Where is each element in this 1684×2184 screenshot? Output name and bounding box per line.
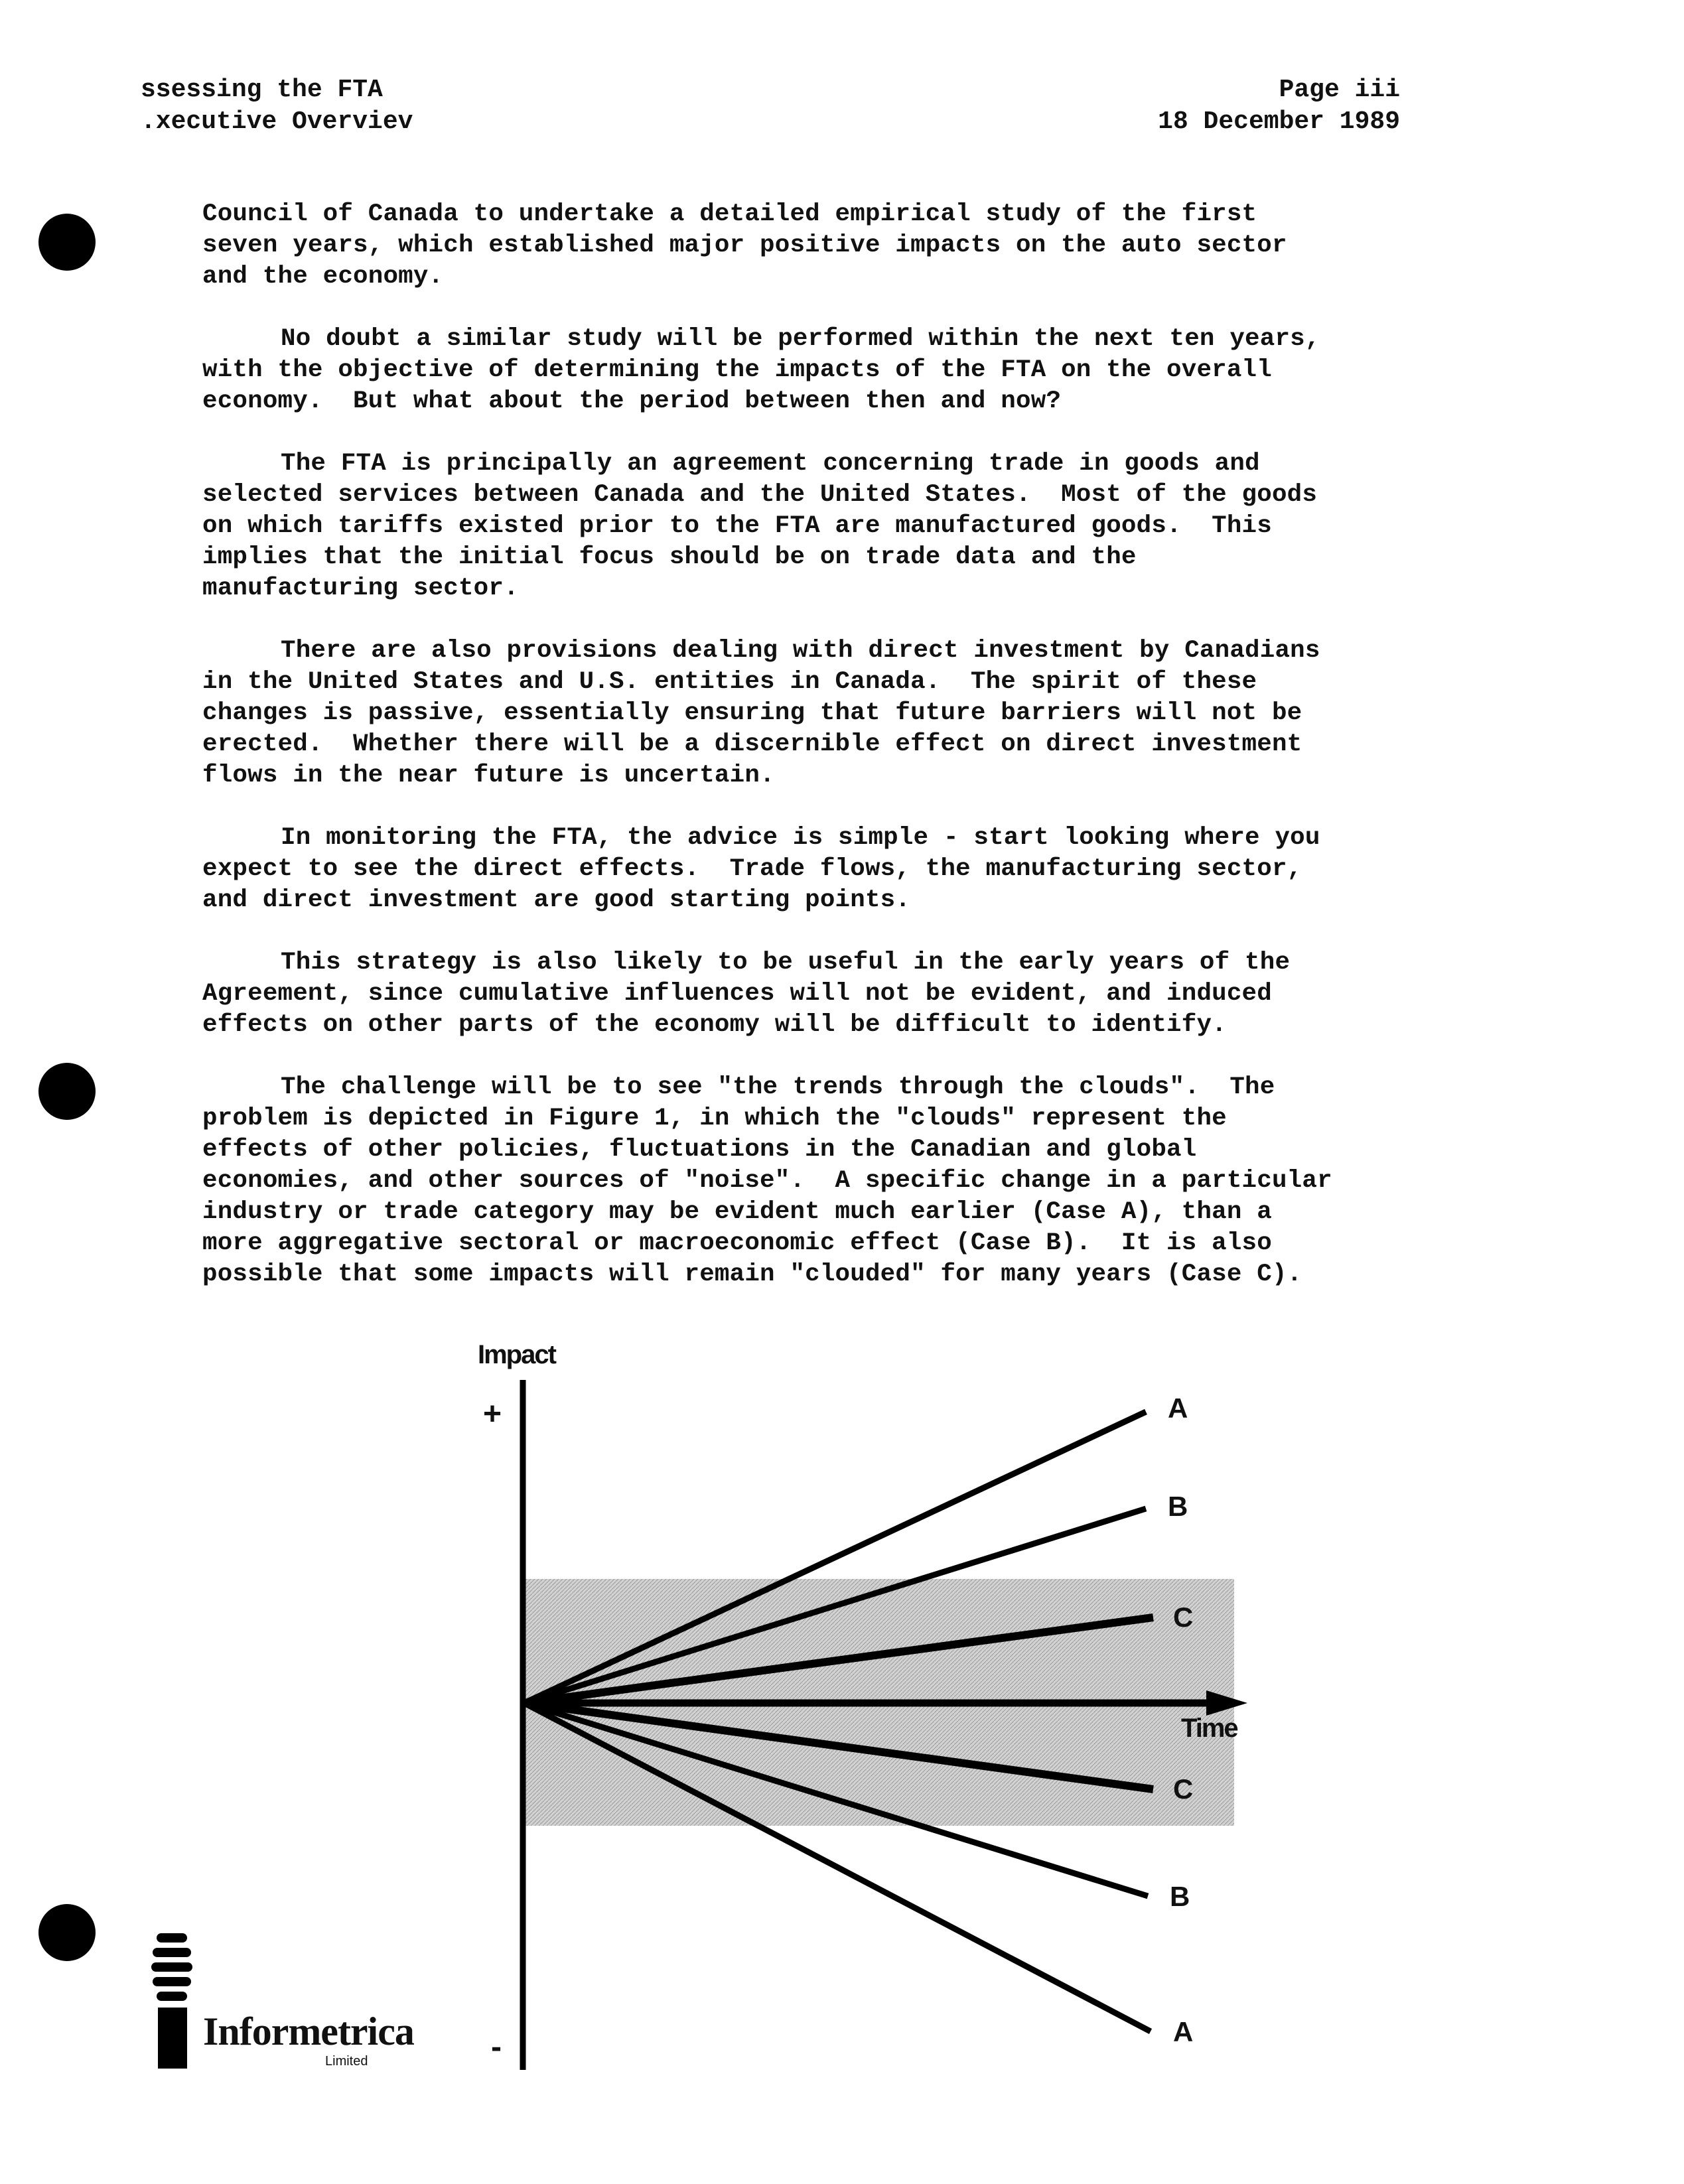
y-axis-plus: +: [483, 1397, 502, 1432]
header-left: [141, 74, 413, 138]
paragraph: Council of Canada to undertake a detailed empirical study of the first seven years, which established major positive impacts on the auto sector and the economy.: [202, 200, 1287, 291]
line-label-A: A: [1168, 1393, 1188, 1424]
header-page-number: Page iii: [1279, 76, 1400, 104]
paragraph: The FTA is principally an agreement concerning trade in goods and selected services between Canada and the United States. Most of the goods on which tariffs existed prior to the FTA are manufactured goods. This implies that the initial focus should be on trade data and the manufacturing sector.: [202, 450, 1318, 602]
logo-subtitle: Limited: [325, 2054, 368, 2069]
paragraph: The challenge will be to see "the trends through the clouds". The problem is depicted in Figure 1, in which the "clouds" represent the effects of other policies, fluctuations in the Canadian and global economies, and other sources of "noise". A specific change in a particular industry or trade category may be evident much earlier (Case A), than a more aggregative sectoral or macroeconomic effect (Case B). It is also possible that some impacts will remain "clouded" for many years (Case C).: [202, 1073, 1332, 1288]
paragraph: In monitoring the FTA, the advice is simple - start looking where you expect to see the direct effects. Trade flows, the manufacturing sector, and direct investment are good starting points.: [202, 824, 1320, 914]
y-axis-minus: -: [491, 2029, 502, 2065]
header-document-title: ssessing the FTA: [141, 76, 383, 104]
line-label-B: B: [1168, 1491, 1188, 1522]
company-logo: [145, 1931, 423, 2077]
line-label-C: C: [1173, 1773, 1194, 1805]
binder-hole: [38, 1063, 96, 1120]
figure-diagram: [425, 1327, 1287, 2096]
logo-mark-icon: [151, 1931, 198, 2070]
paragraph: This strategy is also likely to be useful in the early years of the Agreement, since cumulative influences will not be evident, and induced effects on other parts of the economy will be difficult to identify.: [202, 949, 1291, 1039]
binder-hole: [38, 1904, 96, 1961]
body-text: [202, 199, 1397, 1322]
line-label-A: A: [1173, 2016, 1194, 2047]
figure-1: [425, 1327, 1287, 2096]
binder-hole: [38, 214, 96, 271]
header-date: 18 December 1989: [1158, 107, 1400, 136]
line-label-C: C: [1173, 1602, 1194, 1633]
x-axis-label: Time: [1181, 1714, 1237, 1743]
paragraph: There are also provisions dealing with direct investment by Canadians in the United States and U.S. entities in Canada. The spirit of these changes is passive, essentially ensuring that future barriers will not be erected. Whether there will be a discernible effect on direct investment flows in the near future is uncertain.: [202, 637, 1320, 789]
line-label-B: B: [1170, 1881, 1190, 1912]
y-axis-label: Impact: [478, 1340, 555, 1369]
header-right: [1158, 74, 1400, 138]
header-section-title: .xecutive Overviev: [141, 107, 413, 136]
logo-name: Informetrica: [203, 2010, 414, 2053]
paragraph: No doubt a similar study will be performed within the next ten years, with the objective of determining the impacts of the FTA on the overall economy. But what about the period between then and now?: [202, 325, 1320, 415]
